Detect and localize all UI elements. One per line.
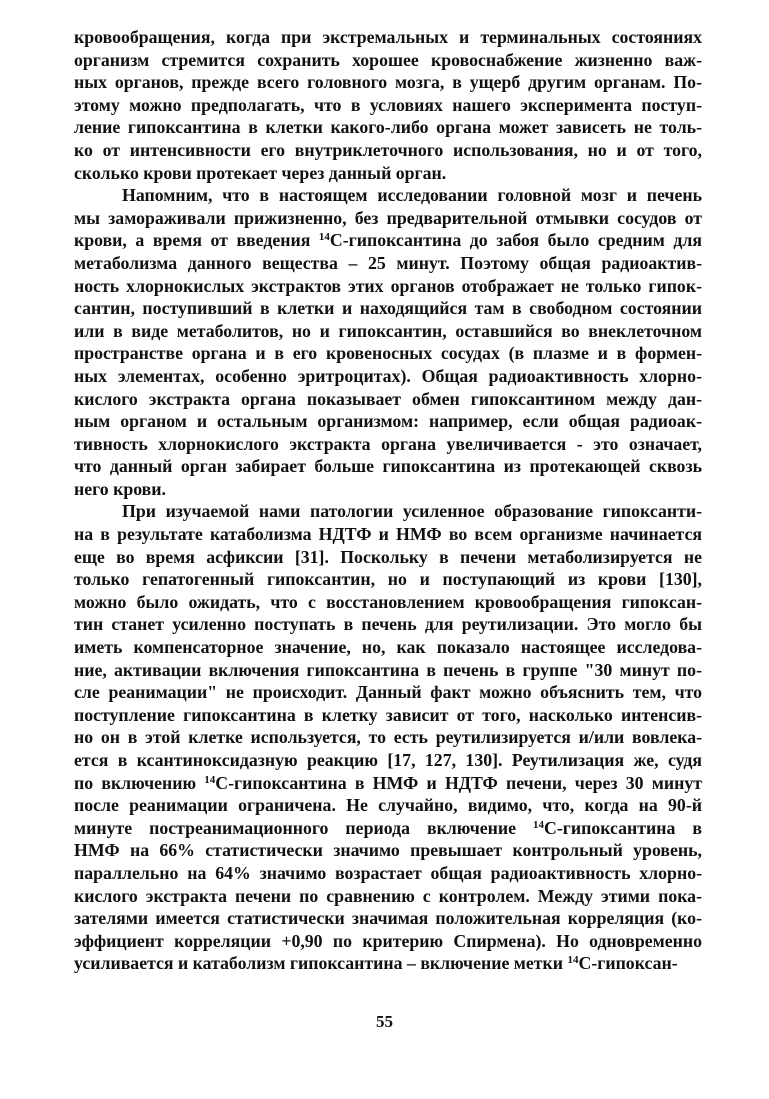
text-line: тивность хлорнокислого экстракта органа увеличивается - это означает, <box>74 433 702 454</box>
text-line: что данный орган забирает больше гипоксантина из протекающей сквозь <box>74 456 702 477</box>
text-line: сколько крови протекает через данный орган. <box>74 162 447 183</box>
text-line: тин станет усиленно поступать в печень для реутилизации. Это могло бы <box>74 614 702 635</box>
text-line: ко от интенсивности его внутриклеточного использования, но и от того, <box>74 139 702 160</box>
text-line: этому можно предполагать, что в условиях нашего эксперимента поступ- <box>74 94 702 115</box>
text-line: можно было ожидать, что с восстановлением кровообращения гипоксан- <box>74 591 702 612</box>
text-line: или в виде метаболитов, но и гипоксантин, оставшийся во внеклеточном <box>74 320 702 341</box>
text-line: ных элементах, особенно эритроцитах). Общая радиоактивность хлорно- <box>74 365 702 386</box>
paragraph-1 <box>74 26 702 184</box>
text-line: ных органов, прежде всего головного мозга, в ущерб другим органам. По- <box>74 72 702 93</box>
text-line: него крови. <box>74 478 166 499</box>
text-line: иметь компенсаторное значение, но, как показало настоящее исследова- <box>74 637 702 658</box>
page-number: 55 <box>376 1012 393 1031</box>
text-line: крови, а время от введения $^{14}$С-гипоксантина до забоя было средним для <box>74 230 703 251</box>
paragraph-2 <box>74 184 702 500</box>
text-line: еще во время асфиксии [31]. Поскольку в печени метаболизируется не <box>74 546 702 567</box>
text-line: пространстве органа и в его кровеносных сосудах (в плазме и в формен- <box>74 343 702 364</box>
document-body <box>74 26 702 975</box>
text-line: минуте постреанимационного периода включение $^{14}$С-гипоксантина в <box>74 817 702 838</box>
text-line: НМФ на 66% статистически значимо превышает контрольный уровень, <box>74 840 702 861</box>
text-line: мы замораживали прижизненно, без предварительной отмывки сосудов от <box>74 207 702 228</box>
text-line: ным органом и остальным организмом: например, если общая радиоак- <box>74 411 702 432</box>
text-line: ность хлорнокислых экстрактов этих органов отображает не только гипок- <box>74 275 702 296</box>
text-line: усиливается и катаболизм гипоксантина – включение метки $^{14}$С-гипоксан- <box>74 953 678 974</box>
text-line: зателями имеется статистически значимая положительная корреляция (ко- <box>74 908 702 929</box>
text-line: Напомним, что в настоящем исследовании головной мозг и печень <box>122 185 702 206</box>
text-line: организм стремится сохранить хорошее кровоснабжение жизненно важ- <box>74 49 702 70</box>
text-line: кислого экстракта органа показывает обмен гипоксантином между дан- <box>74 388 702 409</box>
text-line: ление гипоксантина в клетки какого-либо органа может зависеть не толь- <box>74 117 702 138</box>
paragraph-3 <box>74 500 702 974</box>
text-line: ется в ксантиноксидазную реакцию [17, 127, 130]. Реутилизация же, судя <box>74 750 702 770</box>
text-line: сантин, поступивший в клетки и находящийся там в свободном состоянии <box>74 298 702 319</box>
text-line: только гепатогенный гипоксантин, но и поступающий из крови [130], <box>74 569 702 590</box>
text-line: сле реанимации" не происходит. Данный факт можно объяснить тем, что <box>74 682 702 703</box>
text-line: по включению $^{14}$С-гипоксантина в НМФ и НДТФ печени, через 30 минут <box>74 772 702 793</box>
text-line: параллельно на 64% значимо возрастает общая радиоактивность хлорно- <box>74 862 702 883</box>
text-line: но он в этой клетке используется, то есть реутилизируется и/или вовлека- <box>74 727 702 748</box>
text-line: эффициент корреляции +0,90 по критерию Спирмена). Но одновременно <box>74 930 702 951</box>
text-line: метаболизма данного вещества – 25 минут. Поэтому общая радиоактив- <box>74 252 702 273</box>
text-line: на в результате катаболизма НДТФ и НМФ во всем организме начинается <box>74 524 702 545</box>
text-line: после реанимации ограничена. Не случайно, видимо, что, когда на 90-й <box>74 795 702 816</box>
text-line: поступление гипоксантина в клетку зависит от того, насколько интенсив- <box>74 704 702 725</box>
text-line: кислого экстракта печени по сравнению с контролем. Между этими пока- <box>74 885 702 906</box>
text-line: При изучаемой нами патологии усиленное образование гипоксанти- <box>122 501 702 522</box>
text-line: кровообращения, когда при экстремальных и терминальных состояниях <box>74 27 702 47</box>
text-line: ние, активации включения гипоксантина в печень в группе "30 минут по- <box>74 659 702 680</box>
